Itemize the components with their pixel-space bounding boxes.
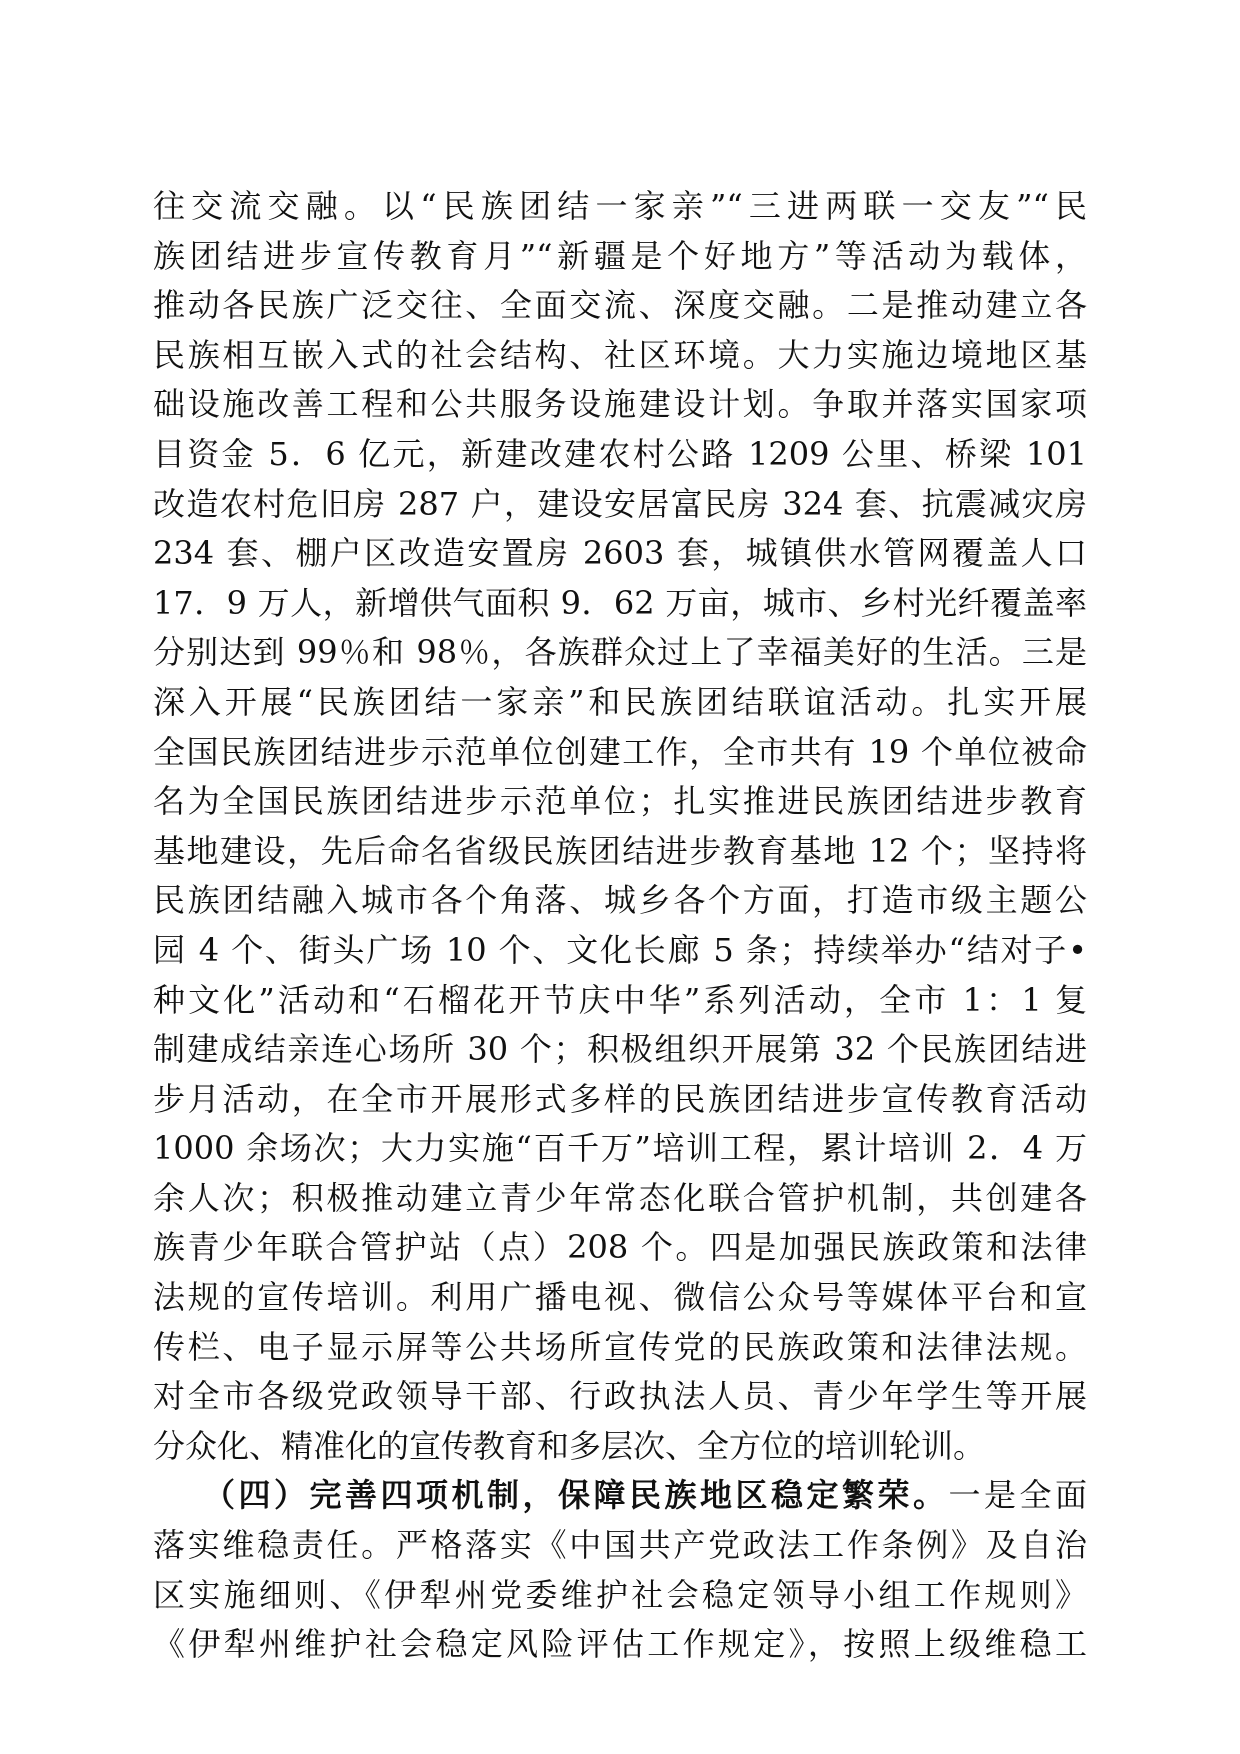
text-line: 往交流交融。以“民族团结一家亲”“三进两联一交友”“民	[153, 187, 1087, 225]
text-line: 步月活动，在全市开展形式多样的民族团结进步宣传教育活动	[153, 1079, 1087, 1118]
text-line: 种文化”活动和“石榴花开节庆中华”系列活动，全市 1：1 复	[153, 980, 1087, 1019]
text-line: 民族相互嵌入式的社会结构、社区环境。大力实施边境地区基	[153, 335, 1087, 374]
text-line: 分众化、精准化的宣传教育和多层次、全方位的培训轮训。	[153, 1426, 986, 1465]
text-line: 族青少年联合管护站（点）208 个。四是加强民族政策和法律	[153, 1228, 1087, 1267]
text-line: 制建成结亲连心场所 30 个；积极组织开展第 32 个民族团结进	[153, 1030, 1087, 1069]
body-text	[153, 182, 1087, 1670]
text-line: 族团结进步宣传教育月”“新疆是个好地方”等活动为载体，	[153, 236, 1087, 275]
text-line: 础设施改善工程和公共服务设施建设计划。争取并落实国家项	[153, 385, 1087, 424]
text-line: 基地建设，先后命名省级民族团结进步教育基地 12 个；坚持将	[153, 831, 1087, 870]
paragraph	[153, 1471, 1087, 1669]
text-line: 1000 余场次；大力实施“百千万”培训工程，累计培训 2．4 万	[153, 1129, 1087, 1168]
text-line: 园 4 个、街头广场 10 个、文化长廊 5 条；持续举办“结对子•	[153, 930, 1087, 969]
text-line: 落实维稳责任。严格落实《中国共产党政法工作条例》及自治	[153, 1526, 1087, 1565]
paragraph	[153, 182, 1087, 1471]
heading-line-text: 一是全面	[948, 1476, 1087, 1515]
text-line: 目资金 5．6 亿元，新建改建农村公路 1209 公里、桥梁 101	[153, 434, 1087, 473]
text-line: 改造农村危旧房 287 户，建设安居富民房 324 套、抗震减灾房	[153, 484, 1087, 523]
section-heading: （四）完善四项机制，保障民族地区稳定繁荣。	[203, 1476, 949, 1515]
section-heading-line	[153, 1471, 1087, 1521]
text-line: 全国民族团结进步示范单位创建工作，全市共有 19 个单位被命	[153, 732, 1087, 771]
text-line: 民族团结融入城市各个角落、城乡各个方面，打造市级主题公	[153, 881, 1087, 920]
text-line: 传栏、电子显示屏等公共场所宣传党的民族政策和法律法规。	[153, 1327, 1087, 1366]
text-line: 234 套、棚户区改造安置房 2603 套，城镇供水管网覆盖人口	[153, 534, 1087, 573]
text-line: 深入开展“民族团结一家亲”和民族团结联谊活动。扎实开展	[153, 682, 1087, 721]
text-line: 17．9 万人，新增供气面积 9．62 万亩，城市、乡村光纤覆盖率	[153, 583, 1087, 622]
text-line: 分别达到 99％和 98％，各族群众过上了幸福美好的生活。三是	[153, 633, 1087, 672]
text-line: 对全市各级党政领导干部、行政执法人员、青少年学生等开展	[153, 1377, 1087, 1416]
text-line: 推动各民族广泛交往、全面交流、深度交融。二是推动建立各	[153, 286, 1087, 325]
text-line: 《伊犁州维护社会稳定风险评估工作规定》，按照上级维稳工	[153, 1625, 1087, 1664]
text-line: 法规的宣传培训。利用广播电视、微信公众号等媒体平台和宣	[153, 1278, 1087, 1317]
text-line: 余人次；积极推动建立青少年常态化联合管护机制，共创建各	[153, 1178, 1087, 1217]
text-line: 名为全国民族团结进步示范单位；扎实推进民族团结进步教育	[153, 782, 1087, 821]
text-line: 区实施细则、《伊犁州党委维护社会稳定领导小组工作规则》	[153, 1575, 1087, 1614]
